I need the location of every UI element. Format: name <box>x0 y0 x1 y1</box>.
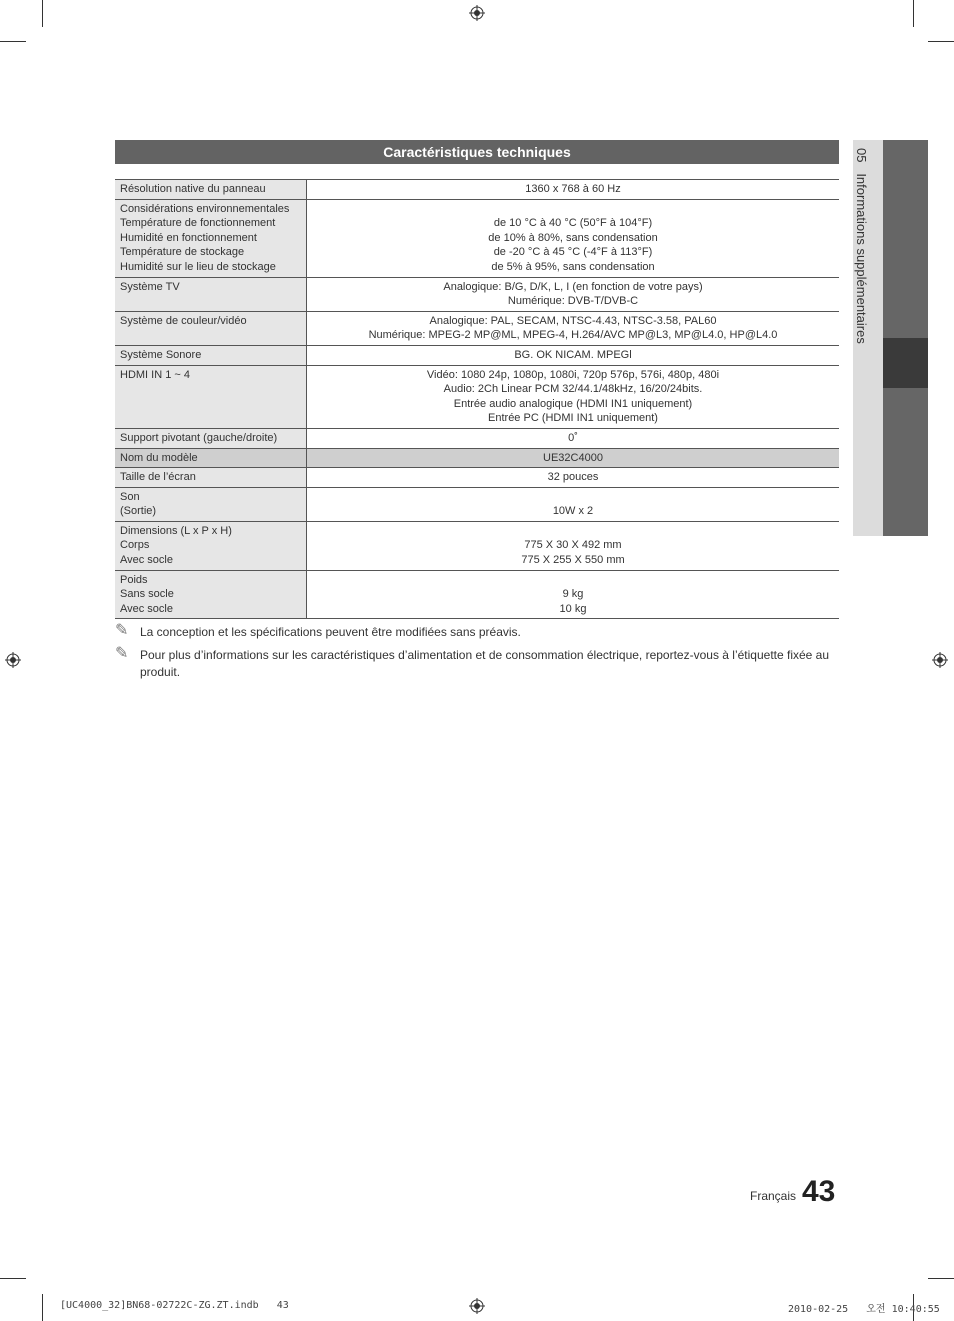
spec-value-line: 775 X 30 X 492 mm <box>524 539 622 552</box>
spec-value-line: Vidéo: 1080 24p, 1080p, 1080i, 720p 576p, 576i, 480p, 480i <box>426 368 720 381</box>
spec-value-line: Entrée audio analogique (HDMI IN1 uniquement) <box>453 397 693 410</box>
spec-label <box>115 570 307 619</box>
spec-label <box>115 277 307 311</box>
spec-label <box>115 199 307 277</box>
spec-value-line: Entrée PC (HDMI IN1 uniquement) <box>488 412 658 425</box>
spec-label <box>115 448 307 468</box>
page-number: 43 <box>802 1175 836 1208</box>
spec-value-line: de 10% à 80%, sans condensation <box>488 231 658 244</box>
spec-value-line: BG. OK NICAM. MPEGl <box>514 348 632 361</box>
spec-row <box>115 448 839 468</box>
spec-label-line: Système Sonore <box>120 348 202 361</box>
note-text: La conception et les spécifications peuvent être modifiées sans préavis. <box>140 625 521 639</box>
spec-label <box>115 487 307 521</box>
spec-value-line: Numérique: MPEG-2 MP@ML, MPEG-4, H.264/AVC MP@L3, MP@L4.0, HP@L4.0 <box>368 329 778 342</box>
spec-row <box>115 199 839 277</box>
notes <box>115 624 839 687</box>
crop-mark <box>42 1294 43 1321</box>
spec-value-line: 32 pouces <box>547 471 599 484</box>
crop-mark <box>928 41 954 42</box>
spec-label-line: Nom du modèle <box>120 451 198 464</box>
spec-label-line: Avec socle <box>120 602 173 615</box>
spec-label <box>115 180 307 200</box>
spec-value-line: UE32C4000 <box>543 451 603 464</box>
spec-value-line: 9 kg <box>562 588 584 601</box>
spec-value <box>307 448 840 468</box>
side-tab-active-marker <box>883 338 928 388</box>
note-item <box>115 624 839 641</box>
spec-label-line: Support pivotant (gauche/droite) <box>120 431 278 444</box>
spec-label-line: Avec socle <box>120 554 173 567</box>
spec-value <box>307 521 840 570</box>
note-text: Pour plus d’informations sur les caractéristiques d’alimentation et de consommation électrique, reportez-vous à l’étiquette fixée au produit. <box>140 648 830 679</box>
crop-mark <box>42 0 43 27</box>
crop-mark <box>913 0 914 27</box>
spec-label <box>115 521 307 570</box>
spec-value-line: 10W x 2 <box>552 505 594 518</box>
spec-label-line: Son <box>120 490 140 503</box>
spec-value <box>307 311 840 345</box>
spec-value-line: Analogique: PAL, SECAM, NTSC-4.43, NTSC-3.58, PAL60 <box>429 314 717 327</box>
spec-table <box>115 179 839 619</box>
spec-label-line: Température de stockage <box>120 246 245 259</box>
spec-value-line: 10 kg <box>559 602 587 615</box>
spec-row <box>115 487 839 521</box>
chapter-number: 05 <box>854 148 869 163</box>
spec-label-line: Corps <box>120 539 150 552</box>
spec-row <box>115 468 839 488</box>
spec-value-line: Audio: 2Ch Linear PCM 32/44.1/48kHz, 16/20/24bits. <box>443 383 703 396</box>
spec-label <box>115 428 307 448</box>
spec-label <box>115 365 307 428</box>
spec-table-body <box>115 180 839 619</box>
spec-value <box>307 570 840 619</box>
spec-value <box>307 468 840 488</box>
side-tab-label <box>854 148 869 344</box>
spec-row <box>115 277 839 311</box>
spec-label-line: Dimensions (L x P x H) <box>120 524 232 537</box>
spec-row <box>115 428 839 448</box>
chapter-title: Informations supplémentaires <box>854 173 869 344</box>
crop-mark <box>0 41 26 42</box>
pencil-note-icon: ✎ <box>115 645 129 662</box>
spec-value-line: de 10 °C à 40 °C (50°F à 104°F) <box>493 217 653 230</box>
spec-label-line: Considérations environnementales <box>120 202 290 215</box>
spec-row <box>115 365 839 428</box>
spec-value <box>307 428 840 448</box>
spec-label-line: (Sortie) <box>120 505 157 518</box>
spec-value-line: 775 X 255 X 550 mm <box>521 554 625 567</box>
spec-label-line: Poids <box>120 573 148 586</box>
spec-row <box>115 180 839 200</box>
print-slug-file: [UC4000_32]BN68-02722C-ZG.ZT.indb 43 <box>60 1300 289 1311</box>
spec-value <box>307 199 840 277</box>
spec-label-line: Sans socle <box>120 588 174 601</box>
registration-mark-icon <box>469 5 485 21</box>
spec-label-line: Température de fonctionnement <box>120 217 276 230</box>
spec-value-line: Numérique: DVB-T/DVB-C <box>507 295 639 308</box>
registration-mark-icon <box>469 1298 485 1314</box>
spec-label <box>115 345 307 365</box>
note-item <box>115 647 839 681</box>
spec-label-line: Système TV <box>120 280 180 293</box>
spec-value-line: Analogique: B/G, D/K, L, I (en fonction de votre pays) <box>443 280 703 293</box>
spec-value-line: de -20 °C à 45 °C (-4°F à 113°F) <box>493 246 653 259</box>
spec-label-line: Taille de l’écran <box>120 471 196 484</box>
spec-label-line: Système de couleur/vidéo <box>120 314 247 327</box>
spec-label-line: Humidité sur le lieu de stockage <box>120 260 276 273</box>
spec-row <box>115 570 839 619</box>
print-slug-date: 2010-02-25 오전 10:40:55 <box>788 1304 940 1315</box>
registration-mark-icon <box>932 652 948 668</box>
spec-row <box>115 345 839 365</box>
pencil-note-icon: ✎ <box>115 622 129 639</box>
spec-value <box>307 277 840 311</box>
spec-value-line: de 5% à 95%, sans condensation <box>491 260 655 273</box>
spec-value <box>307 180 840 200</box>
spec-value-line: 0˚ <box>568 431 578 444</box>
spec-row <box>115 521 839 570</box>
registration-mark-icon <box>5 652 21 668</box>
spec-value-line: 1360 x 768 à 60 Hz <box>525 183 621 195</box>
spec-value <box>307 345 840 365</box>
spec-row <box>115 311 839 345</box>
crop-mark <box>928 1278 954 1279</box>
spec-value <box>307 487 840 521</box>
spec-label-line: Résolution native du panneau <box>120 183 266 195</box>
page-language: Français <box>750 1189 797 1203</box>
crop-mark <box>0 1278 26 1279</box>
spec-label <box>115 468 307 488</box>
section-title: Caractéristiques techniques <box>115 140 839 164</box>
spec-value <box>307 365 840 428</box>
spec-label-line: HDMI IN 1 ~ 4 <box>120 368 190 381</box>
spec-label-line: Humidité en fonctionnement <box>120 231 257 244</box>
spec-label <box>115 311 307 345</box>
